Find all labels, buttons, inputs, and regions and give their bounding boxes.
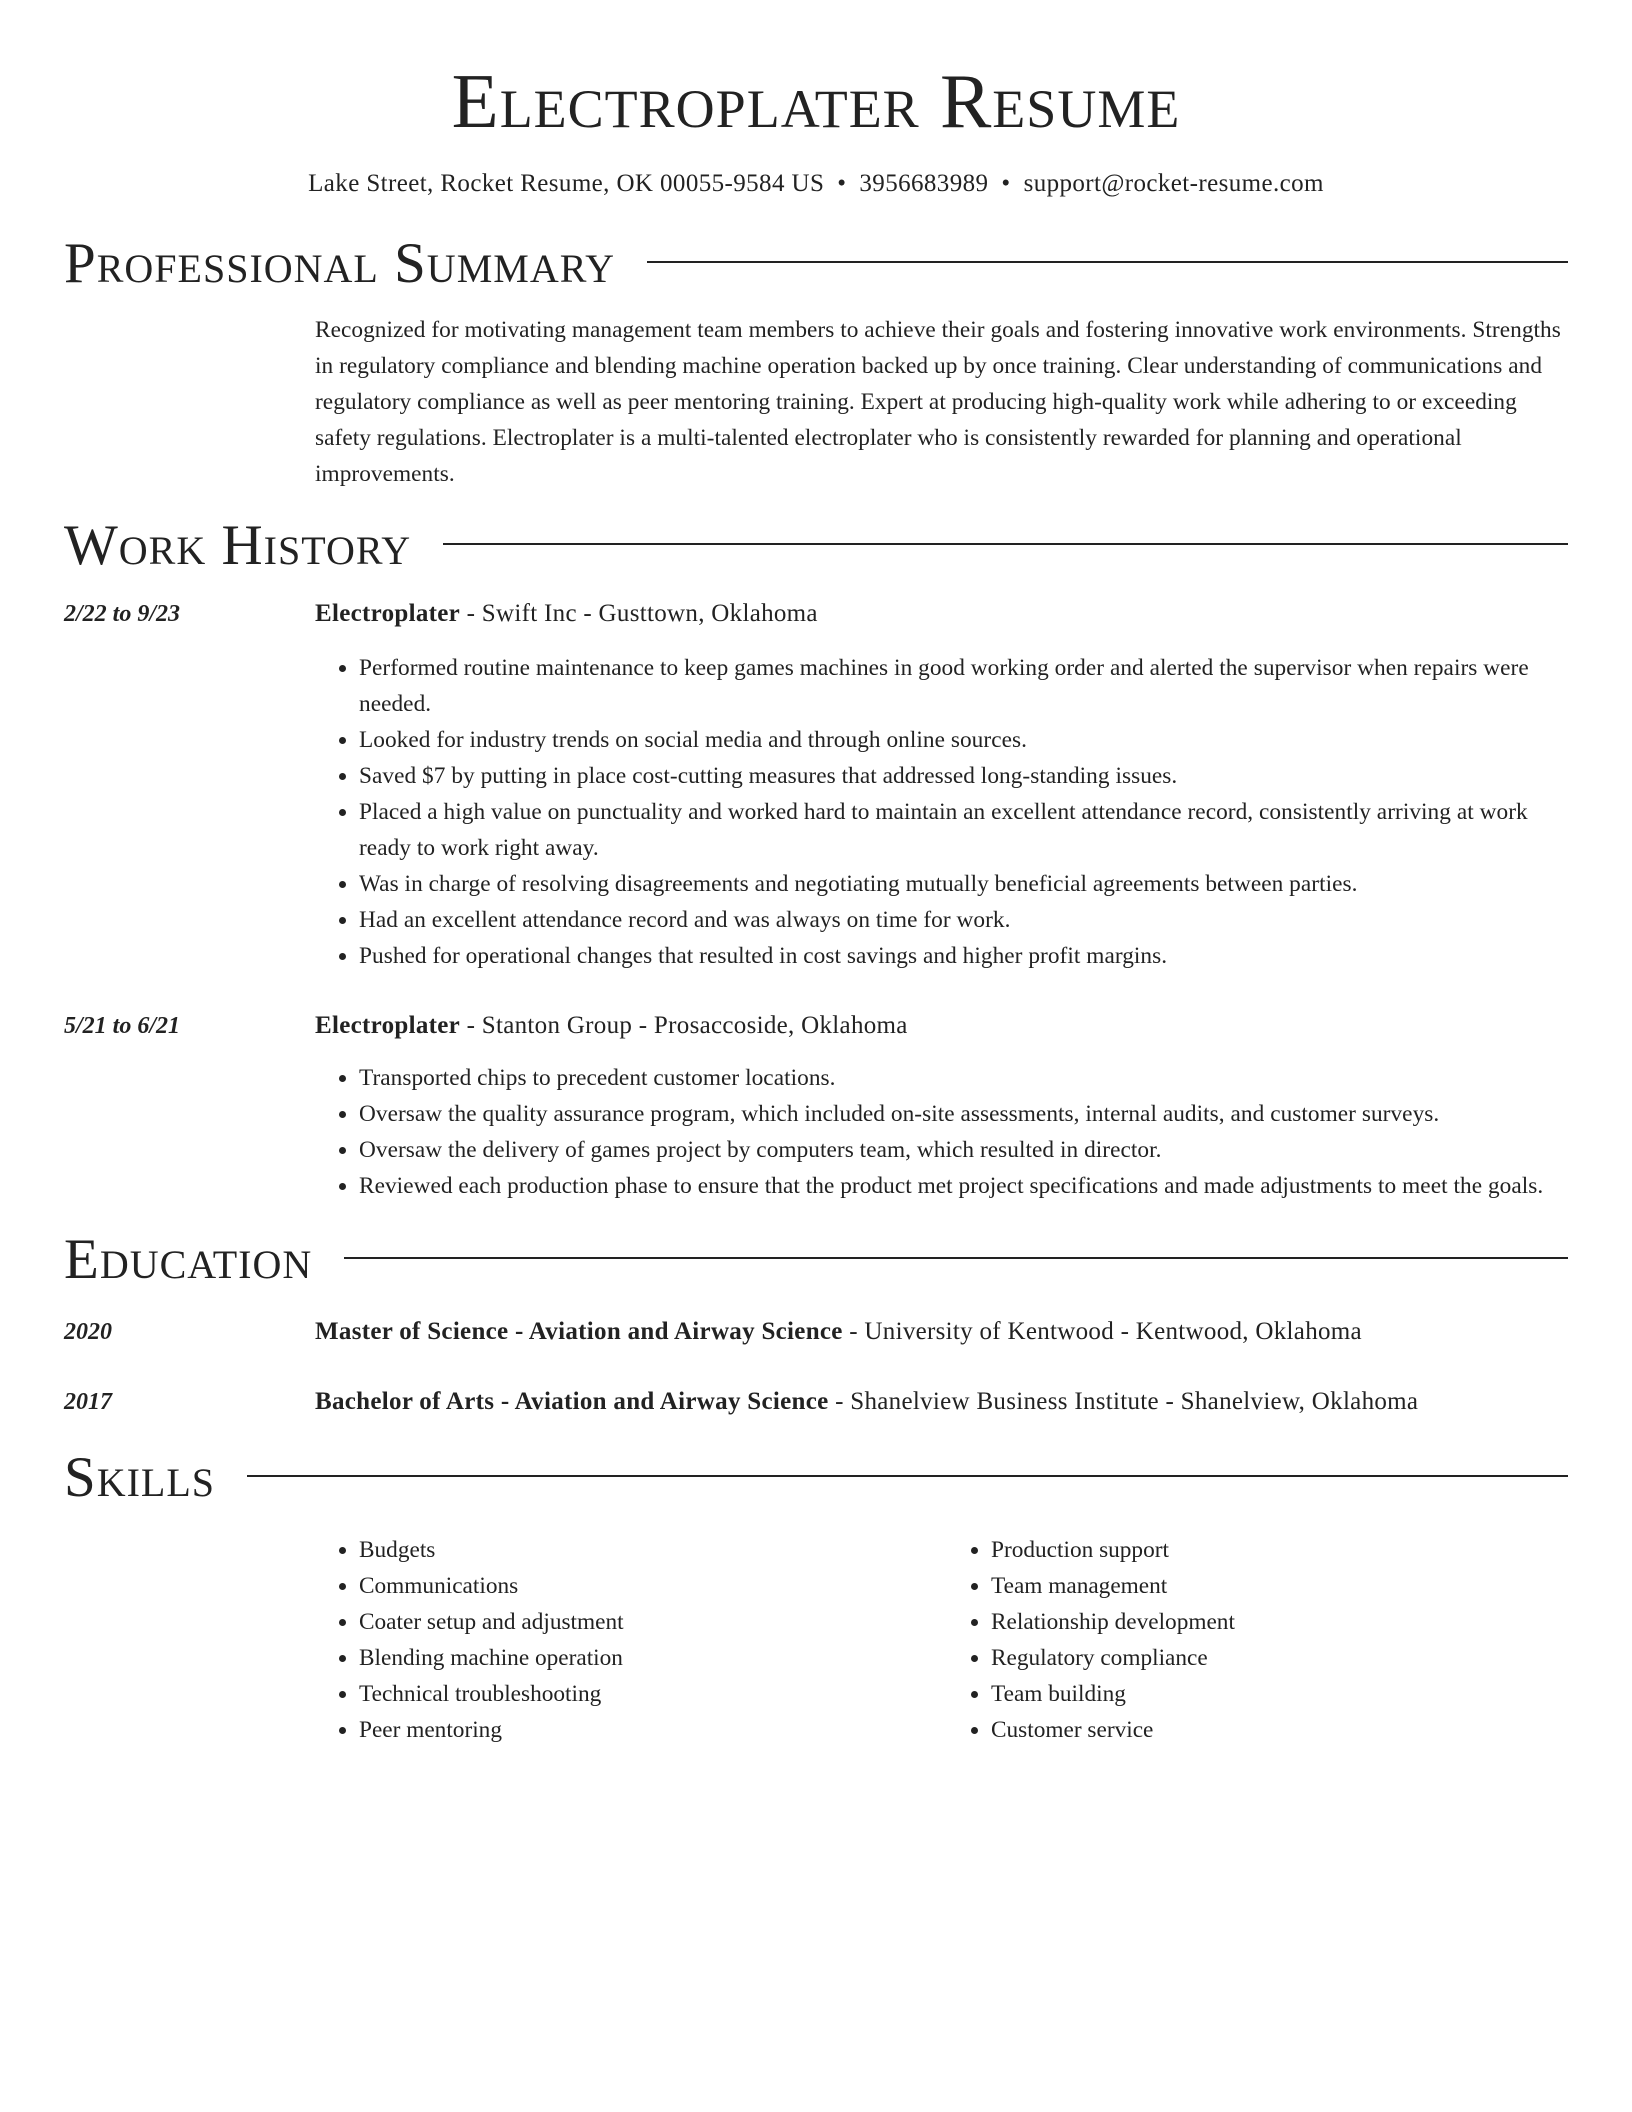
list-item: • Team building — [991, 1676, 1563, 1712]
job-title-line — [315, 596, 1568, 632]
education-line — [315, 1384, 1568, 1420]
summary-heading: Professional Summary — [64, 232, 616, 295]
list-item: • Reviewed each production phase to ensure that the product met project specifications and made adjustments to meet the goals. — [359, 1168, 1568, 1204]
contact-line — [64, 168, 1568, 200]
section-divider — [344, 1257, 1568, 1259]
job-title: Electroplater — [315, 600, 461, 627]
education-school: - Shanelview Business Institute - Shanelview, Oklahoma — [828, 1388, 1419, 1415]
list-item: • Was in charge of resolving disagreements and negotiating mutually beneficial agreements between parties. — [359, 866, 1568, 902]
skills-list — [315, 1532, 1568, 1748]
skills-heading: Skills — [64, 1446, 216, 1509]
list-item: • Placed a high value on punctuality and worked hard to maintain an excellent attendance record, consistently arriving at work ready to work right away. — [359, 794, 1568, 866]
job-title-line — [315, 1008, 1568, 1044]
education-degree: Bachelor of Arts - Aviation and Airway Science — [315, 1388, 829, 1415]
resume-title: Electroplater Resume — [451, 58, 1181, 144]
list-item: • Regulatory compliance — [991, 1640, 1563, 1676]
list-item: • Team management — [991, 1568, 1563, 1604]
list-item: • Relationship development — [991, 1604, 1563, 1640]
job-bullets — [315, 1060, 1568, 1204]
section-divider — [443, 543, 1568, 545]
section-divider — [647, 261, 1568, 263]
work-history-section-header — [64, 514, 1568, 578]
skills-section-header — [64, 1446, 1568, 1510]
list-item: • Customer service — [991, 1712, 1563, 1748]
job-date: 5/21 to 6/21 — [64, 1013, 181, 1039]
education-section — [64, 1228, 1568, 1420]
education-content — [315, 1314, 1568, 1350]
list-item: • Saved $7 by putting in place cost-cutting measures that addressed long-standing issues. — [359, 758, 1568, 794]
contact-separator: • — [837, 170, 847, 197]
list-item: • Transported chips to precedent customer locations. — [359, 1060, 1568, 1096]
list-item: • Budgets — [359, 1532, 931, 1568]
job-content — [315, 596, 1568, 974]
list-item: • Coater setup and adjustment — [359, 1604, 931, 1640]
contact-phone: 3956683989 — [859, 170, 989, 197]
list-item: • Production support — [991, 1532, 1563, 1568]
job-company: - Stanton Group - Prosaccoside, Oklahoma — [460, 1012, 908, 1039]
job-date: 2/22 to 9/23 — [64, 601, 181, 627]
section-divider — [247, 1475, 1568, 1477]
education-school: - University of Kentwood - Kentwood, Oklahoma — [842, 1318, 1362, 1345]
job-content — [315, 1008, 1568, 1204]
summary-section — [64, 232, 1568, 492]
list-item: • Oversaw the quality assurance program, which included on-site assessments, internal audits, and customer surveys. — [359, 1096, 1568, 1132]
education-heading: Education — [64, 1228, 313, 1291]
education-content — [315, 1384, 1568, 1420]
list-item: • Communications — [359, 1568, 931, 1604]
summary-text: Recognized for motivating management team members to achieve their goals and fostering innovative work environments. Strengths in regulatory compliance and blending machine operation backed up by once training. Clear understanding of communications and regulatory compliance as well as peer mentoring training. Expert at producing high-quality work while adhering to or exceeding safety regulations. Electroplater is a multi-talented electroplater who is consistently rewarded for planning and operational improvements. — [315, 317, 1561, 487]
list-item: • Looked for industry trends on social media and through online sources. — [359, 722, 1568, 758]
list-item: • Oversaw the delivery of games project by computers team, which resulted in director. — [359, 1132, 1568, 1168]
job-entry — [64, 1008, 1568, 1204]
job-bullets — [315, 650, 1568, 974]
list-item: • Had an excellent attendance record and was always on time for work. — [359, 902, 1568, 938]
list-item: • Technical troubleshooting — [359, 1676, 931, 1712]
resume-page — [64, 0, 1568, 1748]
education-entry — [64, 1384, 1568, 1420]
education-year: 2017 — [64, 1389, 112, 1415]
contact-address: Lake Street, Rocket Resume, OK 00055-9584 US — [308, 170, 825, 197]
work-history-heading: Work History — [64, 514, 412, 577]
work-history-section — [64, 514, 1568, 1204]
education-degree: Master of Science - Aviation and Airway Science — [315, 1318, 843, 1345]
skills-column-right — [947, 1532, 1563, 1748]
job-company: - Swift Inc - Gusttown, Oklahoma — [460, 600, 818, 627]
job-title: Electroplater — [315, 1012, 461, 1039]
contact-email: support@rocket-resume.com — [1023, 170, 1324, 197]
job-entry — [64, 596, 1568, 974]
education-entry — [64, 1314, 1568, 1350]
list-item: • Peer mentoring — [359, 1712, 931, 1748]
education-line — [315, 1314, 1568, 1350]
summary-section-header — [64, 232, 1568, 296]
list-item: • Blending machine operation — [359, 1640, 931, 1676]
education-section-header — [64, 1228, 1568, 1292]
skills-section — [64, 1446, 1568, 1748]
list-item: • Pushed for operational changes that resulted in cost savings and higher profit margins. — [359, 938, 1568, 974]
skills-column-left — [315, 1532, 931, 1748]
list-item: • Performed routine maintenance to keep games machines in good working order and alerted the supervisor when repairs were needed. — [359, 650, 1568, 722]
contact-separator: • — [1001, 170, 1011, 197]
education-year: 2020 — [64, 1319, 112, 1345]
